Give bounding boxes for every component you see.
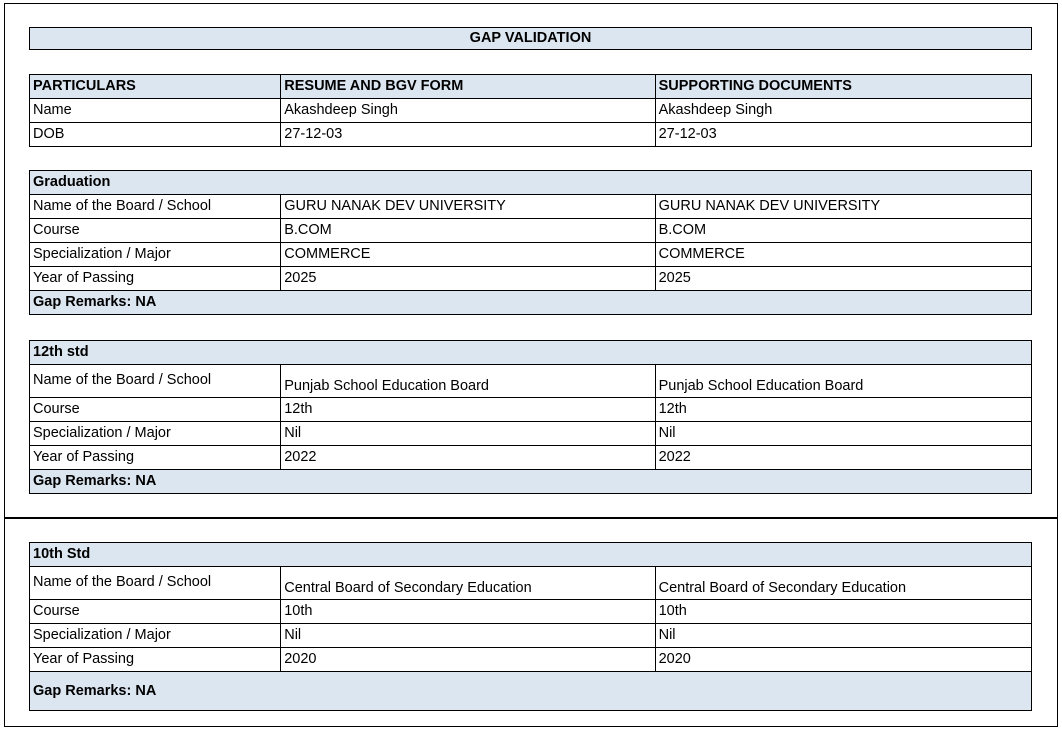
docs-value: Punjab School Education Board (655, 365, 1031, 398)
docs-value: GURU NANAK DEV UNIVERSITY (655, 195, 1031, 219)
particulars-section (29, 74, 1032, 147)
table-row (30, 267, 1032, 291)
row-label: Year of Passing (30, 267, 281, 291)
std10-section (29, 542, 1032, 711)
particulars-table (29, 74, 1032, 147)
resume-value: Central Board of Secondary Education (281, 567, 655, 600)
section-heading: Graduation (30, 171, 1032, 195)
resume-value: 27-12-03 (281, 123, 655, 147)
table-row (30, 99, 1032, 123)
column-header-resume: RESUME AND BGV FORM (281, 75, 655, 99)
resume-value: 10th (281, 600, 655, 624)
resume-value: 2025 (281, 267, 655, 291)
docs-value: Central Board of Secondary Education (655, 567, 1031, 600)
resume-value: 2020 (281, 648, 655, 672)
resume-value: Punjab School Education Board (281, 365, 655, 398)
row-label: Specialization / Major (30, 422, 281, 446)
row-label: Year of Passing (30, 648, 281, 672)
table-row (30, 243, 1032, 267)
section-heading-row (30, 543, 1032, 567)
docs-value: 27-12-03 (655, 123, 1031, 147)
section-heading: 10th Std (30, 543, 1032, 567)
docs-value: 2020 (655, 648, 1031, 672)
column-header-documents: SUPPORTING DOCUMENTS (655, 75, 1031, 99)
gap-remarks: Gap Remarks: NA (30, 470, 1032, 494)
row-label: Specialization / Major (30, 243, 281, 267)
resume-value: Nil (281, 422, 655, 446)
gap-remarks-row (30, 470, 1032, 494)
table-row (30, 600, 1032, 624)
std12-section (29, 340, 1032, 494)
docs-value: Akashdeep Singh (655, 99, 1031, 123)
row-label: Specialization / Major (30, 624, 281, 648)
docs-value: 12th (655, 398, 1031, 422)
table-row (30, 219, 1032, 243)
table-row (30, 123, 1032, 147)
table-row (30, 422, 1032, 446)
row-label: Name (30, 99, 281, 123)
table-row (30, 567, 1032, 600)
docs-value: COMMERCE (655, 243, 1031, 267)
table-row (30, 365, 1032, 398)
row-label: Year of Passing (30, 446, 281, 470)
resume-value: Nil (281, 624, 655, 648)
table-row (30, 398, 1032, 422)
resume-value: COMMERCE (281, 243, 655, 267)
page-title: GAP VALIDATION (29, 27, 1032, 50)
resume-value: 2022 (281, 446, 655, 470)
row-label: Name of the Board / School (30, 567, 281, 600)
docs-value: 2022 (655, 446, 1031, 470)
table-row (30, 648, 1032, 672)
gap-remarks: Gap Remarks: NA (30, 672, 1032, 711)
row-label: DOB (30, 123, 281, 147)
docs-value: Nil (655, 422, 1031, 446)
gap-remarks-row (30, 291, 1032, 315)
row-label: Name of the Board / School (30, 365, 281, 398)
row-label: Course (30, 398, 281, 422)
table-row (30, 624, 1032, 648)
gap-remarks-row (30, 672, 1032, 711)
section-heading-row (30, 341, 1032, 365)
docs-value: B.COM (655, 219, 1031, 243)
table-header-row (30, 75, 1032, 99)
resume-value: 12th (281, 398, 655, 422)
section-heading-row (30, 171, 1032, 195)
graduation-table (29, 170, 1032, 315)
gap-remarks: Gap Remarks: NA (30, 291, 1032, 315)
resume-value: B.COM (281, 219, 655, 243)
docs-value: 10th (655, 600, 1031, 624)
docs-value: 2025 (655, 267, 1031, 291)
column-header-particulars: PARTICULARS (30, 75, 281, 99)
row-label: Course (30, 219, 281, 243)
section-heading: 12th std (30, 341, 1032, 365)
std10-table (29, 542, 1032, 711)
table-row (30, 446, 1032, 470)
row-label: Name of the Board / School (30, 195, 281, 219)
docs-value: Nil (655, 624, 1031, 648)
resume-value: Akashdeep Singh (281, 99, 655, 123)
graduation-section (29, 170, 1032, 315)
std12-table (29, 340, 1032, 494)
table-row (30, 195, 1032, 219)
resume-value: GURU NANAK DEV UNIVERSITY (281, 195, 655, 219)
row-label: Course (30, 600, 281, 624)
